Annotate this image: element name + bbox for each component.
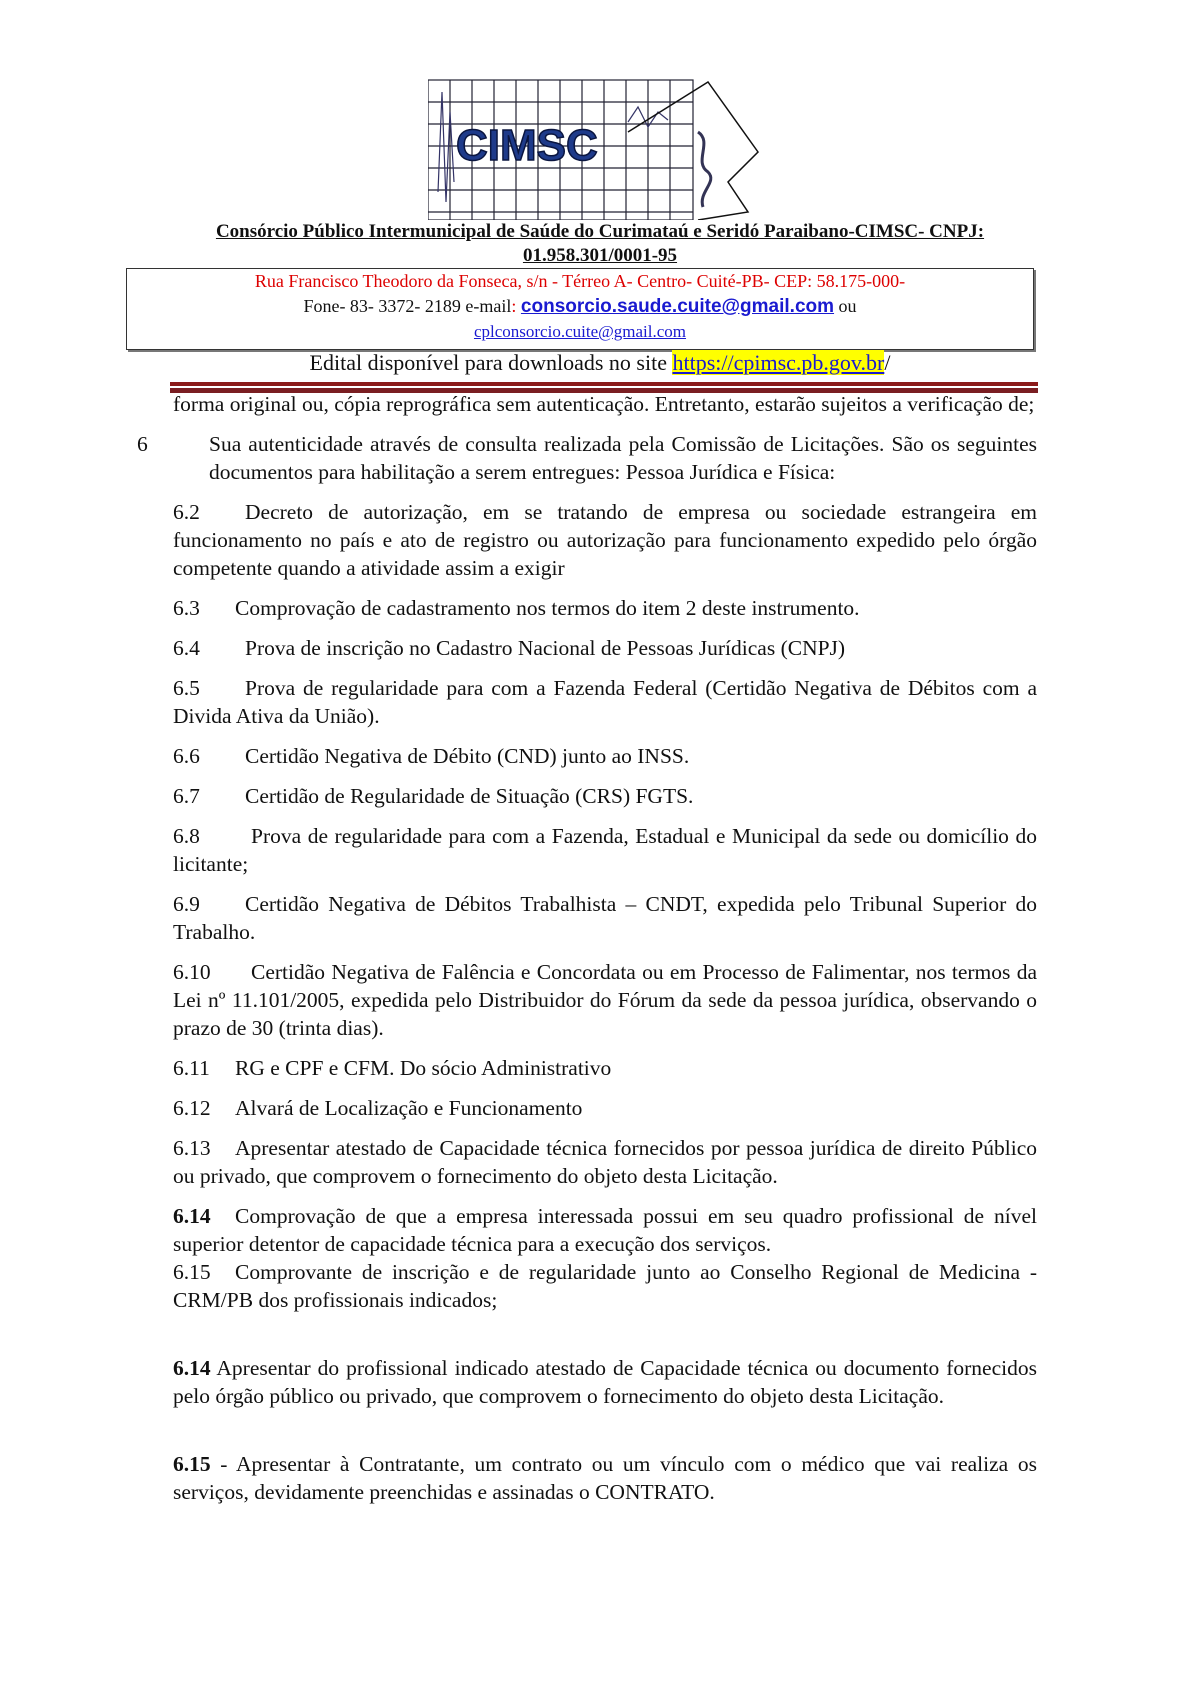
slash: / bbox=[884, 350, 891, 375]
cnpj: 01.958.301/0001-95 bbox=[522, 245, 678, 266]
list-item bbox=[173, 890, 1037, 946]
item-number: 6.14 bbox=[173, 1356, 211, 1380]
list-item bbox=[173, 822, 1037, 878]
item-text: Certidão de Regularidade de Situação (CRS) FGTS. bbox=[245, 784, 694, 808]
item-text: Apresentar do profissional indicado atestado de Capacidade técnica ou documento fornecidos pelo órgão público ou privado, que comprovem o fornecimento do objeto desta Licitação. bbox=[173, 1356, 1037, 1408]
list-item bbox=[173, 1134, 1037, 1190]
cimsc-logo bbox=[428, 72, 788, 220]
list-item bbox=[173, 1054, 1037, 1082]
list-item bbox=[173, 1258, 1037, 1314]
item-text: Comprovação de que a empresa interessada possui em seu quadro profissional de nível superior detentor de capacidade técnica para a execução dos serviços. bbox=[173, 1204, 1037, 1256]
document-body bbox=[137, 390, 1037, 1518]
item-number: 6.11 bbox=[173, 1056, 210, 1080]
item-number: 6.8 bbox=[173, 824, 200, 848]
item-number: 6.6 bbox=[173, 744, 200, 768]
list-item bbox=[173, 634, 1037, 662]
item-text: Certidão Negativa de Débito (CND) junto ao INSS. bbox=[245, 744, 690, 768]
item-number: 6.5 bbox=[173, 676, 200, 700]
item-number: 6.15 bbox=[173, 1260, 211, 1284]
item-text: Sua autenticidade através de consulta realizada pela Comissão de Licitações. São os seguintes documentos para habilitação a serem entregues: Pessoa Jurídica e Física: bbox=[209, 432, 1037, 484]
organization-title bbox=[150, 220, 1050, 268]
list-item bbox=[137, 430, 1037, 486]
list-item bbox=[173, 958, 1037, 1042]
item-text: Prova de regularidade para com a Fazenda Federal (Certidão Negativa de Débitos com a Divida Ativa da União). bbox=[173, 676, 1037, 728]
item-number: 6.13 bbox=[173, 1136, 211, 1160]
item-text: Comprovação de cadastramento nos termos do item 2 deste instrumento. bbox=[235, 596, 860, 620]
item-number: 6.4 bbox=[173, 636, 200, 660]
item-text: - Apresentar à Contratante, um contrato ou um vínculo com o médico que vai realiza os serviços, devidamente preenchidas e assinadas o CONTRATO. bbox=[173, 1452, 1037, 1504]
item-text: Certidão Negativa de Falência e Concordata ou em Processo de Falimentar, nos termos da Lei nº 11.101/2005, expedida pelo Distribuidor do Fórum da sede da pessoa jurídica, observando o prazo de 30 (trinta dias). bbox=[173, 960, 1037, 1040]
list-item bbox=[173, 1202, 1037, 1258]
address: Rua Francisco Theodoro da Fonseca, s/n - Térreo A- Centro- Cuité-PB- CEP: 58.175-000- bbox=[254, 271, 906, 291]
item-text: Prova de regularidade para com a Fazenda, Estadual e Municipal da sede ou domicílio do licitante; bbox=[173, 824, 1037, 876]
email-link-1[interactable]: consorcio.saude.cuite@gmail.com bbox=[520, 296, 835, 317]
item-number: 6.3 bbox=[173, 596, 200, 620]
edital-link[interactable]: https://cpimsc.pb.gov.br bbox=[672, 350, 885, 375]
item-text: Certidão Negativa de Débitos Trabalhista – CNDT, expedida pelo Tribunal Superior do Trabalho. bbox=[173, 892, 1037, 944]
list-item bbox=[173, 782, 1037, 810]
list-item bbox=[173, 498, 1037, 582]
or-text: ou bbox=[838, 296, 857, 316]
contact-line bbox=[127, 294, 1033, 319]
list-item bbox=[173, 594, 1037, 622]
item-number: 6 bbox=[137, 432, 148, 456]
edital-text: Edital disponível para downloads no site bbox=[309, 350, 667, 375]
item-number: 6.15 bbox=[173, 1452, 211, 1476]
list-item bbox=[173, 1094, 1037, 1122]
intro-paragraph: forma original ou, cópia reprográfica sem autenticação. Entretanto, estarão sujeitos a verificação de; bbox=[173, 392, 1035, 416]
list-item bbox=[173, 674, 1037, 730]
item-text: Alvará de Localização e Funcionamento bbox=[235, 1096, 583, 1120]
list-item bbox=[173, 742, 1037, 770]
item-number: 6.12 bbox=[173, 1096, 211, 1120]
item-number: 6.7 bbox=[173, 784, 200, 808]
phone: Fone- 83- 3372- 2189 e-mail bbox=[303, 296, 512, 316]
item-text: Apresentar atestado de Capacidade técnica fornecidos por pessoa jurídica de direito Público ou privado, que comprovem o fornecimento do objeto desta Licitação. bbox=[173, 1136, 1037, 1188]
svg-text:CIMSC: CIMSC bbox=[456, 121, 598, 170]
contact-box bbox=[126, 268, 1034, 350]
header-divider bbox=[170, 382, 1038, 386]
list-item bbox=[173, 1450, 1037, 1506]
item-text: Decreto de autorização, em se tratando de empresa ou sociedade estrangeira em funcionamento no país e ato de registro ou autorização para funcionamento expedido pelo órgão competente quando a atividade assim a exigir bbox=[173, 500, 1037, 580]
item-number: 6.9 bbox=[173, 892, 200, 916]
edital-notice bbox=[150, 350, 1050, 376]
title-line: Consórcio Público Intermunicipal de Saúde do Curimataú e Seridó Paraibano-CIMSC- CNPJ: bbox=[215, 221, 985, 242]
list-item bbox=[173, 1354, 1037, 1410]
email-link-2[interactable]: cplconsorcio.cuite@gmail.com bbox=[473, 322, 687, 341]
item-number: 6.2 bbox=[173, 500, 200, 524]
item-text: RG e CPF e CFM. Do sócio Administrativo bbox=[235, 1056, 612, 1080]
item-text: Prova de inscrição no Cadastro Nacional de Pessoas Jurídicas (CNPJ) bbox=[245, 636, 846, 660]
item-text: Comprovante de inscrição e de regularidade junto ao Conselho Regional de Medicina - CRM/PB dos profissionais indicados; bbox=[173, 1260, 1037, 1312]
item-number: 6.10 bbox=[173, 960, 211, 984]
item-number: 6.14 bbox=[173, 1204, 211, 1228]
colon: : bbox=[511, 296, 517, 316]
